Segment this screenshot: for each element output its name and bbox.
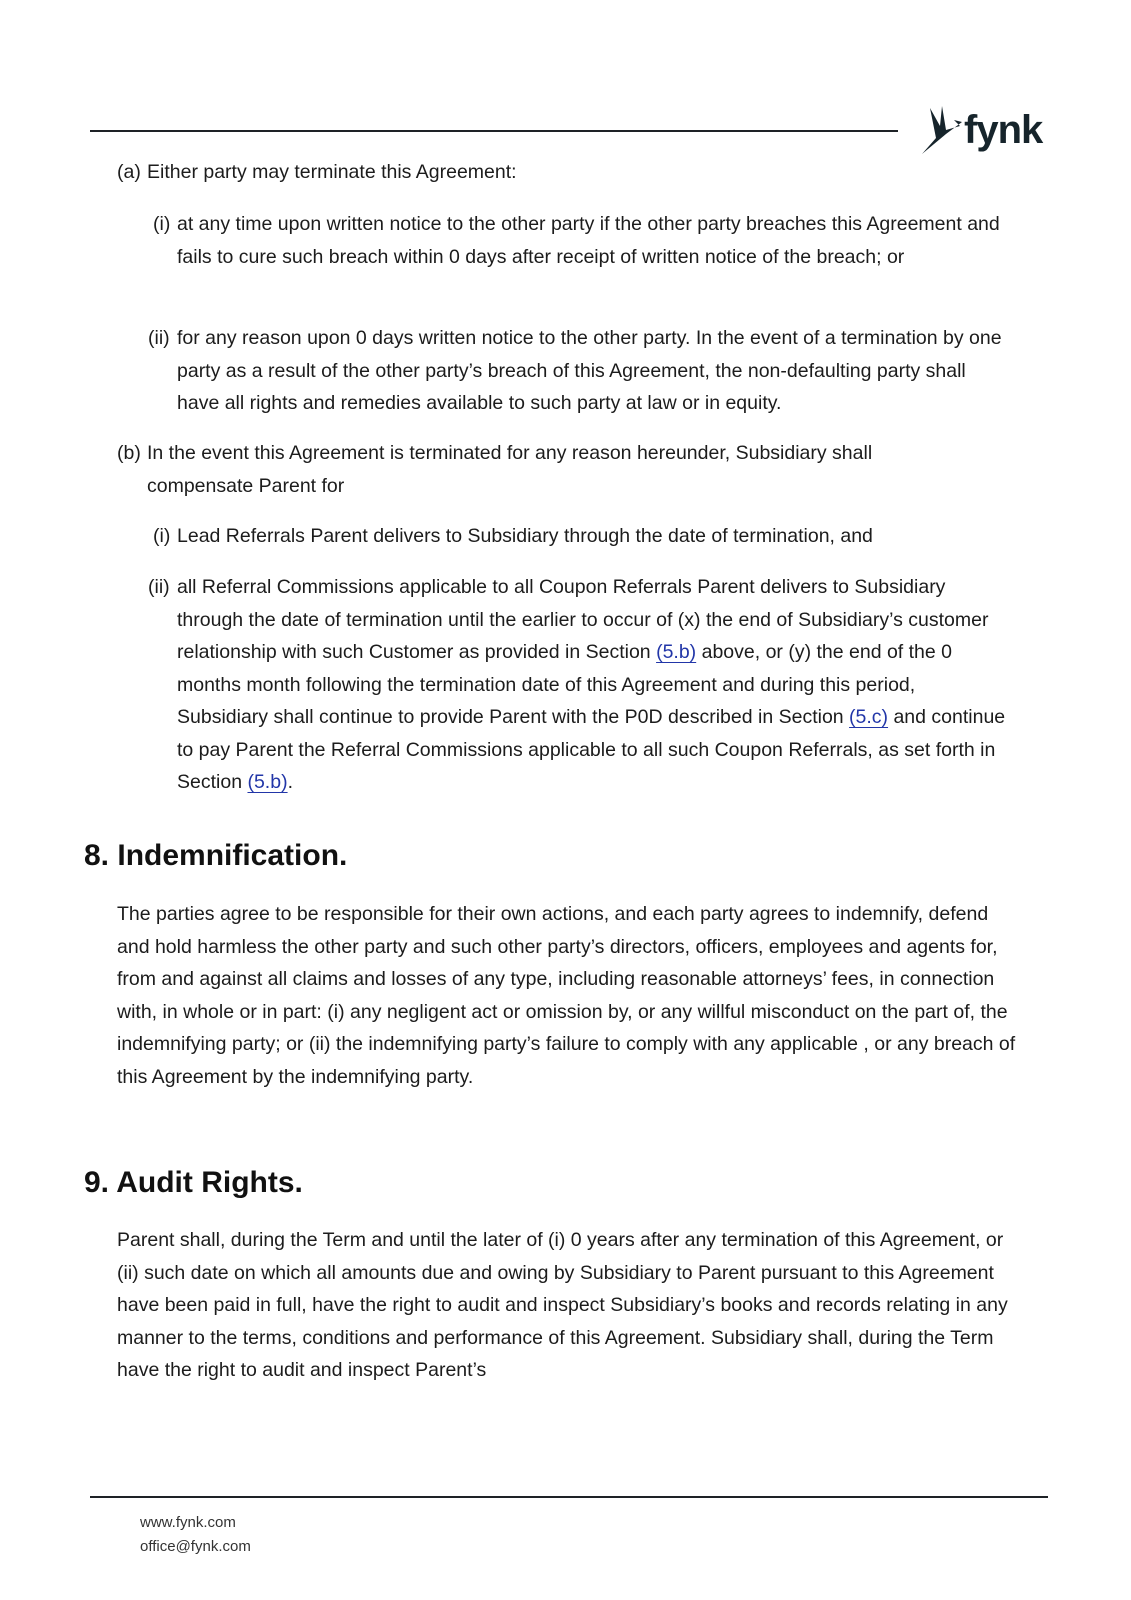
clause-b-ii (148, 571, 1011, 799)
section-9-paragraph: Parent shall, during the Term and until the later of (i) 0 years after any termination of this Agreement, or (ii) such date on which all amounts due and owing by Subsidiary to Parent pursuant to this Agreement have been paid in full, have the right to audit and inspect Subsidiary’s books and records relating in any manner to the terms, conditions and performance of this Agreement. Subsidiary shall, during the Term have the right to audit and inspect Parent’s (117, 1229, 1008, 1381)
clause-b-text: In the event this Agreement is terminated for any reason hereunder, Subsidiary shall compensate Parent for (147, 442, 873, 497)
clause-a-i (153, 208, 1011, 273)
clause-b-ii-label: (ii) (148, 576, 170, 598)
clause-b-ii-part4: . (287, 771, 293, 793)
section-5b-link[interactable]: (5.b) (656, 641, 697, 663)
section-5c-link[interactable]: (5.c) (849, 706, 889, 728)
clause-b-ii-part1: all Referral Commissions applicable to all Coupon Referrals Parent delivers to Subsidiary through the date of termination until the earlier to occur of (x) the end of Subsidiary’s customer relationship with such Customer as provided in Section (177, 576, 989, 663)
clause-b-i (153, 520, 1011, 553)
bird-logo-icon (920, 104, 964, 156)
header-divider (90, 130, 898, 132)
clause-b-i-text: Lead Referrals Parent delivers to Subsidiary through the date of termination, and (177, 525, 873, 547)
section-9-heading: 9. Audit Rights. (84, 1166, 303, 1199)
clause-b-ii-part2: above, or (y) the end of the 0 months month following the termination date of this Agreement and during this period, Subsidiary shall continue to provide Parent with the P0D described in Section (177, 641, 953, 728)
clause-a-ii-label: (ii) (148, 327, 170, 349)
clause-a-ii (148, 322, 1011, 420)
section-5b-link-2[interactable]: (5.b) (247, 771, 288, 793)
logo-text: fynk (964, 108, 1043, 152)
clause-a-i-label: (i) (153, 213, 171, 235)
footer-website: www.fynk.com (140, 1514, 236, 1531)
footer-divider (90, 1496, 1048, 1498)
section-8-heading: 8. Indemnification. (84, 839, 348, 872)
clause-b-label: (b) (117, 442, 141, 464)
clause-b (117, 437, 1011, 502)
clause-b-i-label: (i) (153, 525, 171, 547)
clause-a-label: (a) (117, 161, 141, 183)
clause-a (117, 156, 1017, 189)
fynk-logo (920, 104, 1050, 160)
clause-b-ii-text (148, 571, 1011, 799)
clause-b-ii-part3: and continue to pay Parent the Referral Commissions applicable to all such Coupon Referrals, as set forth in Section (177, 706, 1006, 793)
clause-a-i-text: at any time upon written notice to the other party if the other party breaches this Agreement and fails to cure such breach within 0 days after receipt of written notice of the breach; or (177, 213, 1000, 268)
clause-a-text: Either party may terminate this Agreement: (147, 161, 517, 183)
clause-a-ii-text: for any reason upon 0 days written notice to the other party. In the event of a termination by one party as a result of the other party’s breach of this Agreement, the non-defaulting party shall have all rights and remedies available to such party at law or in equity. (177, 327, 1002, 414)
section-8-paragraph: The parties agree to be responsible for their own actions, and each party agrees to indemnify, defend and hold harmless the other party and such other party’s directors, officers, employees and agents for, from and against all claims and losses of any type, including reasonable attorneys’ fees, in connection with, in whole or in part: (i) any negligent act or omission by, or any willful misconduct on the part of, the indemnifying party; or (ii) the indemnifying party’s failure to comply with any applicable , or any breach of this Agreement by the indemnifying party. (117, 903, 1016, 1088)
footer-email: office@fynk.com (140, 1538, 251, 1555)
